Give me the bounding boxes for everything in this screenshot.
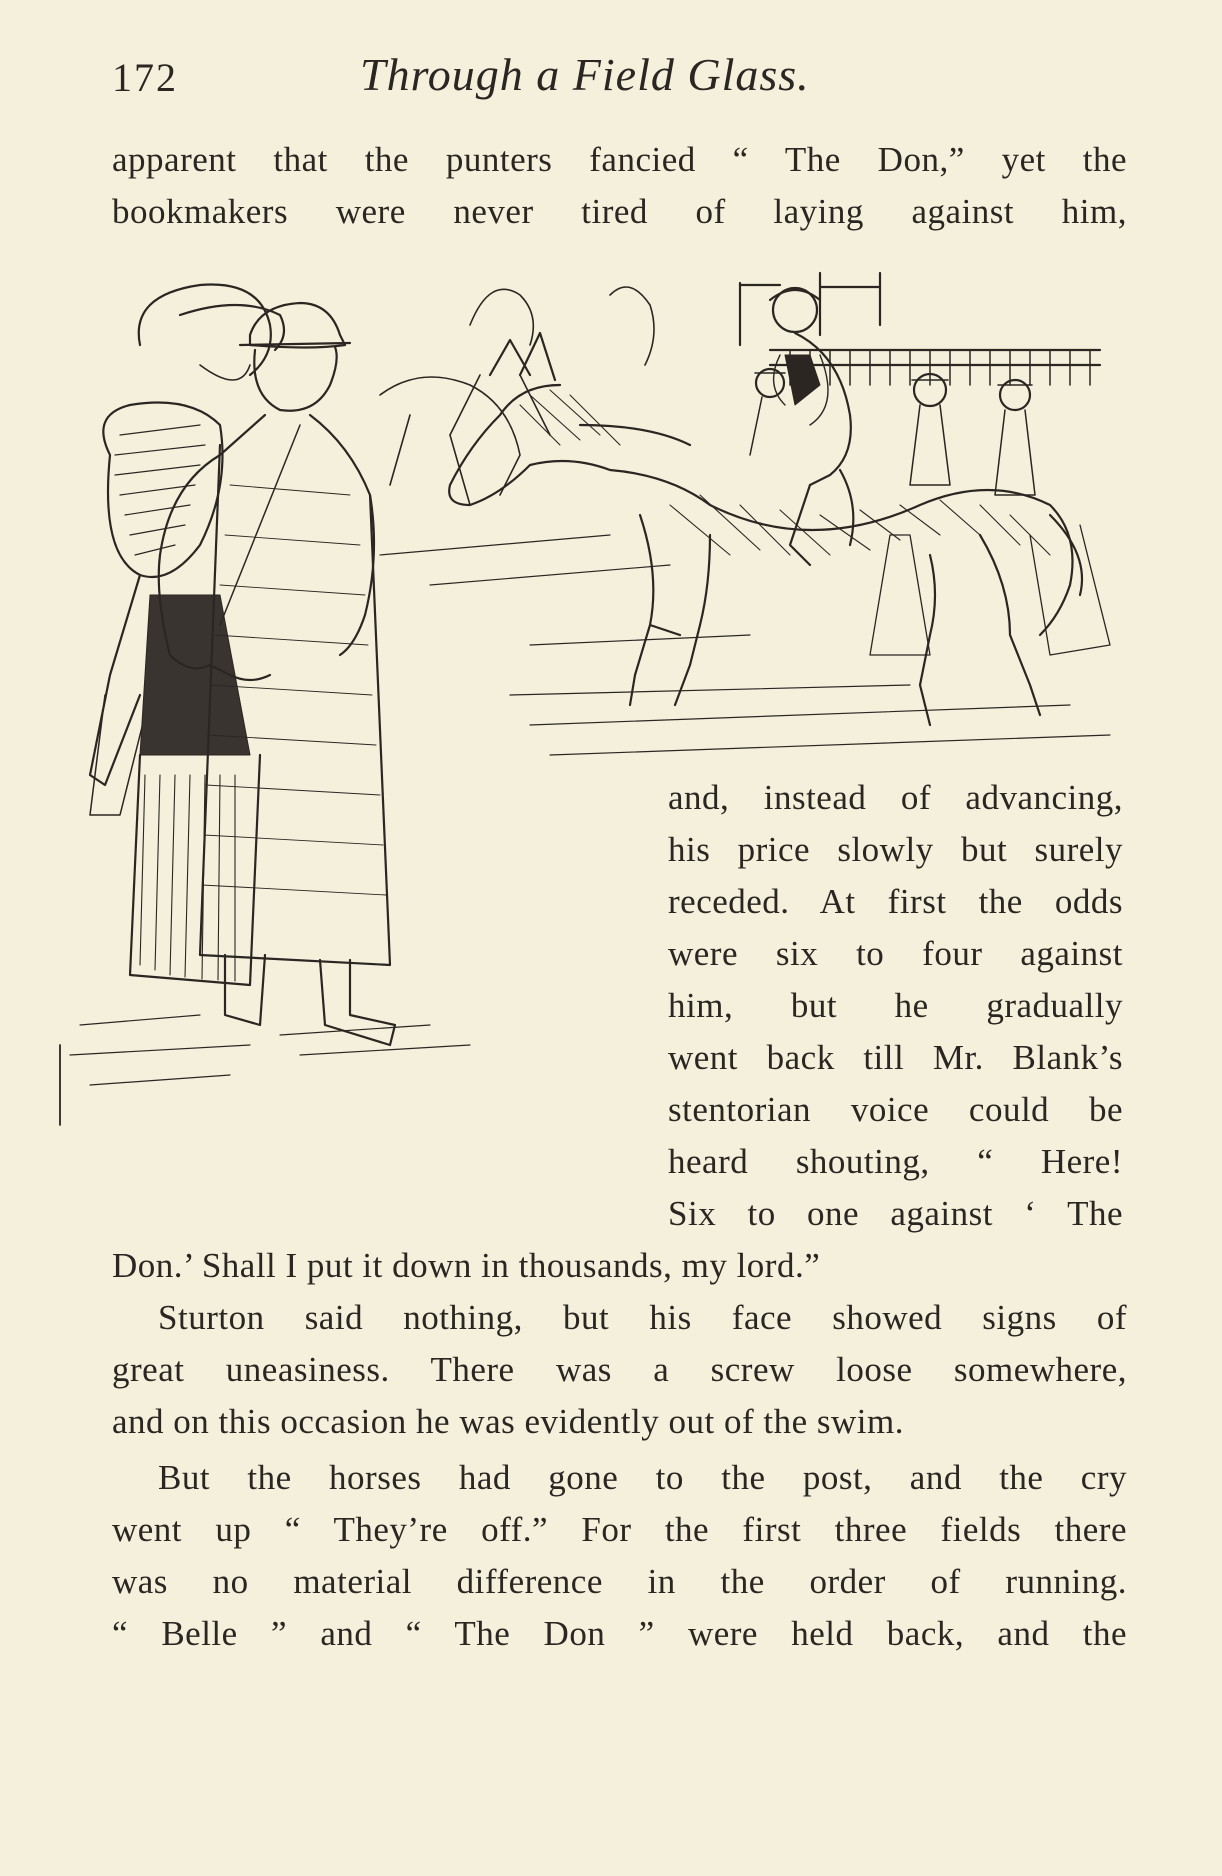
text-line: him, but he gradually <box>668 986 1123 1025</box>
text-line: apparent that the punters fancied “ The Don,” yet the <box>112 140 1127 179</box>
text-line: Sturton said nothing, but his face showed signs of <box>158 1298 1127 1337</box>
text-line: bookmakers were never tired of laying against him, <box>112 192 1127 231</box>
text-line: receded. At first the odds <box>668 882 1123 921</box>
text-line: were six to four against <box>668 934 1123 973</box>
text-line: heard shouting, “ Here! <box>668 1142 1123 1181</box>
text-line: Don.’ Shall I put it down in thousands, my lord.” <box>112 1246 821 1285</box>
text-line: was no material difference in the order of running. <box>112 1562 1127 1601</box>
text-line: and on this occasion he was evidently out of the swim. <box>112 1402 904 1441</box>
text-line: great uneasiness. There was a screw loose somewhere, <box>112 1350 1127 1389</box>
text-line: But the horses had gone to the post, and the cry <box>158 1458 1127 1497</box>
text-line: went up “ They’re off.” For the first three fields there <box>112 1510 1127 1549</box>
text-line: and, instead of advancing, <box>668 778 1123 817</box>
text-line: his price slowly but surely <box>668 830 1123 869</box>
text-line: Six to one against ‘ The <box>668 1194 1123 1233</box>
running-head <box>112 48 1122 108</box>
running-title: Through a Field Glass. <box>360 49 810 100</box>
text-line: went back till Mr. Blank’s <box>668 1038 1123 1077</box>
text-line: “ Belle ” and “ The Don ” were held back, and the <box>112 1614 1127 1653</box>
text-line: stentorian voice could be <box>668 1090 1123 1129</box>
page-number: 172 <box>112 55 178 100</box>
